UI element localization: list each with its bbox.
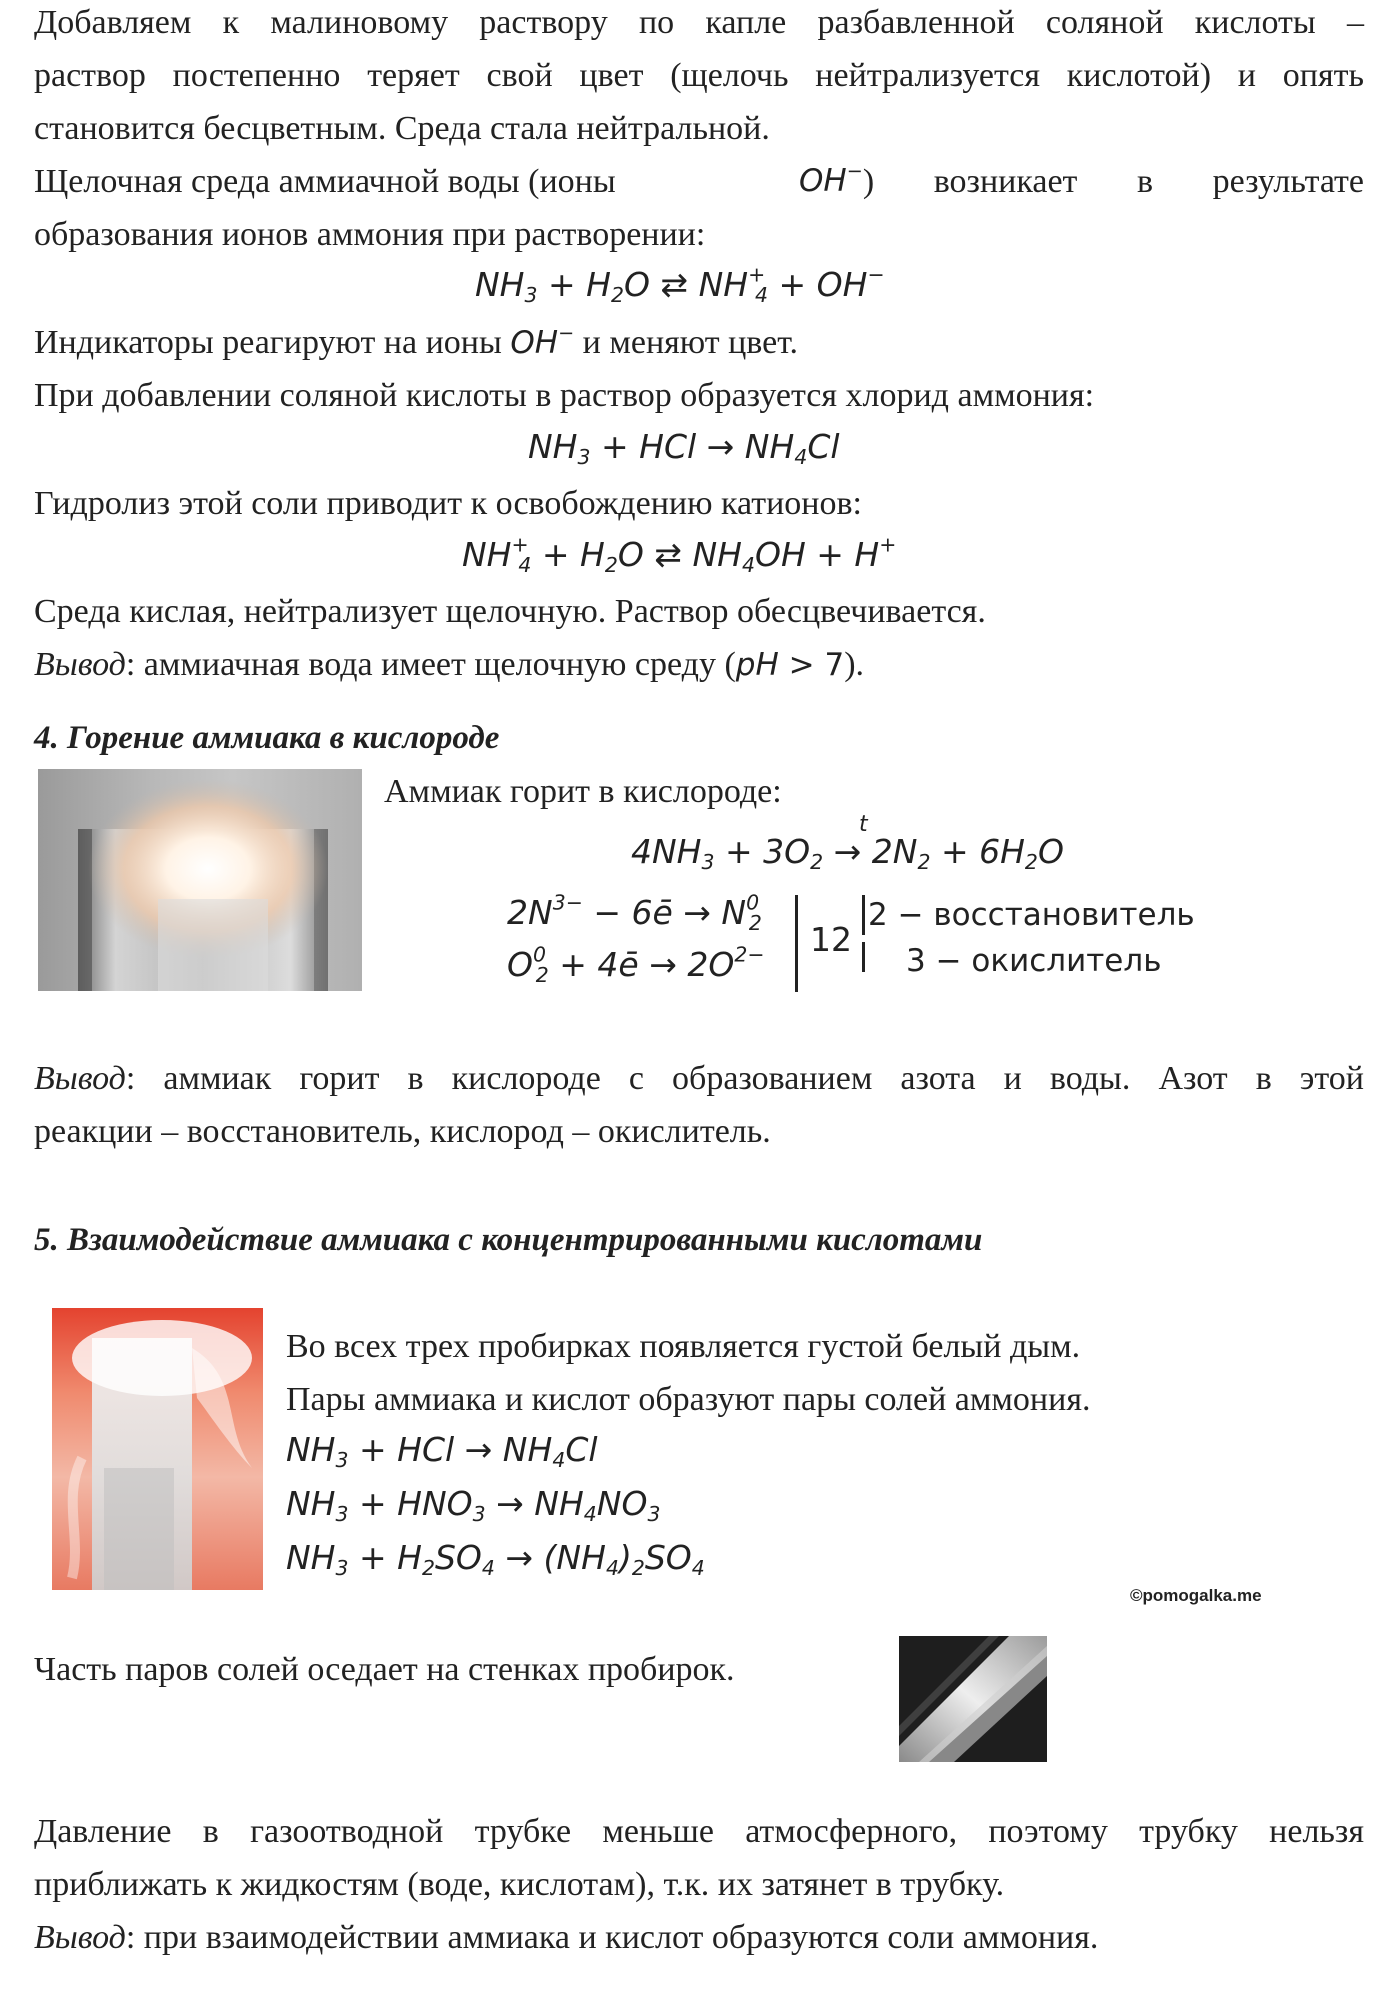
section4-intro: Аммиак горит в кислороде: (384, 773, 782, 810)
watermark: ©pomogalka.me (1130, 1586, 1262, 1605)
paragraph-line: раствор постепенно теряет свой цвет (щелочь нейтрализуется кислотой) и опять (34, 57, 1364, 94)
equation-hno3: $NH_3 + HNO_3 \to NH_4NO_3$ (286, 1484, 661, 1527)
burning-ammonia-photo (38, 769, 362, 991)
paragraph-line: Во всех трех пробирках появляется густой белый дым. (286, 1328, 1081, 1365)
paragraph-line: Среда кислая, нейтрализует щелочную. Раствор обесцвечивается. (34, 593, 986, 630)
ion-formula: OH− (799, 159, 863, 199)
tube-deposit-image (899, 1636, 1047, 1762)
section-title: 5. Взаимодействие аммиака с концентрированными кислотами (34, 1222, 983, 1258)
conclusion-line: Вывод: аммиак горит в кислороде с образованием азота и воды. Азот в этой (34, 1060, 1364, 1097)
text-segment: Щелочная среда аммиачной воды (ионы (34, 163, 616, 200)
equation-hydrolysis: $NH^+_4 + H_2O$ ⇄ $NH_4OH + H^+$ (462, 532, 897, 578)
paragraph-line: становится бесцветным. Среда стала нейтральной. (34, 110, 770, 147)
paragraph-line (34, 155, 1364, 208)
equation-ammonia-water: $NH_3 + H_2O$ ⇄ $NH^+_4 + OH^-$ (475, 262, 885, 308)
balance-bar-left (795, 895, 798, 992)
section-title: 4. Горение аммиака в кислороде (34, 720, 500, 756)
balance-bar-right (862, 942, 865, 972)
test-tube-smoke-image (52, 1308, 263, 1590)
equation-hcl: $NH_3$ + HCl → $NH_4Cl$ (286, 1430, 598, 1473)
paragraph-line: Индикаторы реагируют на ионы OH− и меняют цвет. (34, 321, 799, 361)
lcm-value: 12 (810, 920, 852, 959)
white-smoke-photo (52, 1308, 263, 1590)
paragraph-line: Пары аммиака и кислот образуют пары солей аммония. (286, 1381, 1091, 1418)
conclusion-line: Вывод: при взаимодействии аммиака и кислот образуются соли аммония. (34, 1919, 1099, 1956)
role-oxidizer: 3 − окислитель (906, 943, 1162, 979)
role-reducer: 2 − восстановитель (868, 897, 1195, 933)
tube-wall-photo (899, 1636, 1047, 1762)
paragraph-line: Давление в газоотводной трубке меньше атмосферного, поэтому трубку нельзя (34, 1813, 1364, 1850)
reaction-condition-t: t (859, 812, 868, 837)
balance-bar-right (862, 895, 865, 935)
conclusion-line: реакции – восстановитель, кислород – окислитель. (34, 1113, 771, 1150)
test-tube-flame-image (38, 769, 362, 991)
half-reaction-nitrogen: $2N^{3-}$ − 6ē → $N^0_2$ (507, 890, 762, 936)
ion-formula: OH− (510, 321, 575, 361)
paragraph-line: образования ионов аммония при растворении: (34, 216, 706, 253)
half-reaction-oxygen: $O^0_2$ + 4ē → $2O^{2-}$ (507, 942, 765, 988)
equation-h2so4: $NH_3 + H_2SO_4 \to (NH_4)_2SO_4$ (286, 1538, 705, 1581)
paragraph-line: Часть паров солей оседает на стенках пробирок. (34, 1651, 735, 1688)
equation-ammonium-chloride: $NH_3$ + HCl → $NH_4Cl$ (528, 427, 840, 470)
paragraph-line: При добавлении соляной кислоты в раствор образуется хлорид аммония: (34, 377, 1095, 414)
conclusion-line: Вывод: аммиачная вода имеет щелочную среду (pH > 7). (34, 646, 865, 683)
equation-combustion: $4NH_3 + 3O_2 \to 2N_2 + 6H_2O$ (631, 832, 1064, 875)
paragraph-line: приближать к жидкостям (воде, кислотам), т.к. их затянет в трубку. (34, 1866, 1005, 1903)
paragraph-line: Гидролиз этой соли приводит к освобождению катионов: (34, 485, 862, 522)
text-segment: ) возникает в результате (862, 163, 1364, 200)
paragraph-line: Добавляем к малиновому раствору по капле разбавленной соляной кислоты – (34, 4, 1364, 41)
